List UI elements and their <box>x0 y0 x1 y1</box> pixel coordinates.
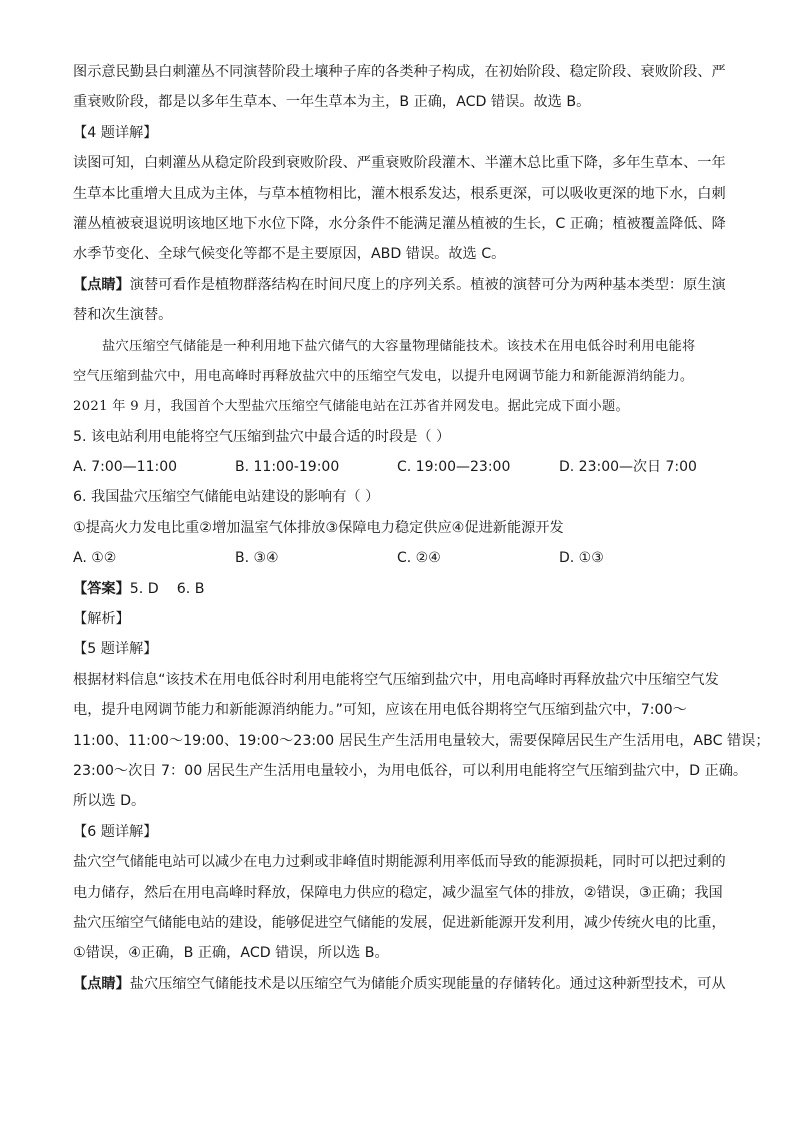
text-line: 重衰败阶段，都是以多年生草本、一年生草本为主，B 正确，ACD 错误。故选 B。 <box>73 94 591 111</box>
text-line: 11:00、11:00～19:00、19:00～23:00 居民生产生活用电量较大，需要保障居民生产生活用电，ABC 错误； <box>73 732 770 749</box>
text-line: 灌丛植被衰退说明该地区地下水位下降，水分条件不能满足灌丛植被的生长，C 正确；植被覆盖降低、降 <box>73 215 726 232</box>
question-6-stem: 6. 我国盐穴压缩空气储能电站建设的影响有（ ） <box>73 489 380 506</box>
answer-line <box>73 579 723 600</box>
text-line: ①错误，④正确，B 正确，ACD 错误，所以选 B。 <box>73 945 389 962</box>
option-a: A. ①② <box>73 550 117 567</box>
material-line: 2021 年 9 月，我国首个大型盐穴压缩空气储能电站在江苏省并网发电。据此完成下面小题。 <box>73 399 629 415</box>
text-line: 水季节变化、全球气候变化等都不是主要原因，ABD 错误。故选 C。 <box>73 246 506 263</box>
option-b: B. 11:00-19:00 <box>235 459 340 476</box>
text-line: 23:00～次日 7：00 居民生产生活用电量较小，为用电低谷，可以利用电能将空气压缩到盐穴中，D 正确。 <box>73 762 748 779</box>
text-line: 所以选 D。 <box>73 793 146 810</box>
analysis-title: 【解析】 <box>73 611 130 628</box>
answer-6: 6. B <box>176 580 205 597</box>
option-c: C. ②④ <box>397 550 441 567</box>
tip-paragraph <box>73 974 726 995</box>
section-heading-q4: 【4 题详解】 <box>73 124 158 141</box>
text-line: 图示意民勤县白刺灌丛不同演替阶段土壤种子库的各类种子构成，在初始阶段、稳定阶段、衰败阶段、严 <box>73 64 726 80</box>
material-line: 空气压缩到盐穴中，用电高峰时再释放盐穴中的压缩空气发电，以提升电网调节能力和新能源消纳能力。 <box>73 368 694 384</box>
text-line: 根据材料信息“该技术在用电低谷时利用电能将空气压缩到盐穴中，用电高峰时再释放盐穴中压缩空气发 <box>73 671 719 688</box>
text-line: 读图可知，白刺灌丛从稳定阶段到衰败阶段、严重衰败阶段灌木、半灌木总比重下降，多年生草本、一年 <box>73 155 726 172</box>
question-5-stem: 5. 该电站利用电能将空气压缩到盐穴中最合适的时段是（ ） <box>73 428 451 445</box>
text-line: 盐穴空气储能电站可以减少在电力过剩或非峰值时期能源利用率低而导致的能源损耗，同时可以把过剩的 <box>73 854 726 871</box>
section-heading-q5: 【5 题详解】 <box>73 641 158 658</box>
tip-paragraph <box>73 275 726 296</box>
tip-label: 【点睛】 <box>73 276 130 293</box>
question-6-statements: ①提高火力发电比重②增加温室气体排放③保障电力稳定供应④促进新能源开发 <box>73 519 564 536</box>
option-d: D. 23:00—次日 7:00 <box>559 459 697 476</box>
option-a: A. 7:00—11:00 <box>73 459 178 476</box>
tip-text: 演替可看作是植物群落结构在时间尺度上的序列关系。植被的演替可分为两种基本类型：原生演 <box>129 276 726 293</box>
text-line: 盐穴压缩空气储能电站的建设，能够促进空气储能的发展，促进新能源开发利用，减少传统火电的比重， <box>73 914 726 931</box>
text-line: 电，提升电网调节能力和新能源消纳能力。”可知，应该在用电低谷期将空气压缩到盐穴中，7:00～ <box>73 702 687 719</box>
text-line: 生草本比重增大且成为主体，与草本植物相比，灌木根系发达，根系更深，可以吸收更深的地下水，白刺 <box>73 185 726 202</box>
answer-label: 【答案】 <box>73 580 130 597</box>
question-5-options <box>73 457 723 478</box>
tip-text: 盐穴压缩空气储能技术是以压缩空气为储能介质实现能量的存储转化。通过这种新型技术，可从 <box>129 975 726 992</box>
text-line: 电力储存，然后在用电高峰时释放，保障电力供应的稳定，减少温室气体的排放，②错误，③正确；我国 <box>73 884 723 901</box>
document-page <box>73 62 770 1004</box>
option-d: D. ①③ <box>559 550 604 567</box>
tip-label: 【点睛】 <box>73 975 130 992</box>
option-c: C. 19:00—23:00 <box>397 459 511 476</box>
material-line: 盐穴压缩空气储能是一种利用地下盐穴储气的大容量物理储能技术。该技术在用电低谷时利用电能将 <box>102 338 696 354</box>
section-heading-q6: 【6 题详解】 <box>73 823 158 840</box>
answer-5: 5. D <box>129 580 159 597</box>
text-line: 替和次生演替。 <box>73 307 173 324</box>
option-b: B. ③④ <box>235 550 279 567</box>
question-6-options <box>73 548 723 569</box>
